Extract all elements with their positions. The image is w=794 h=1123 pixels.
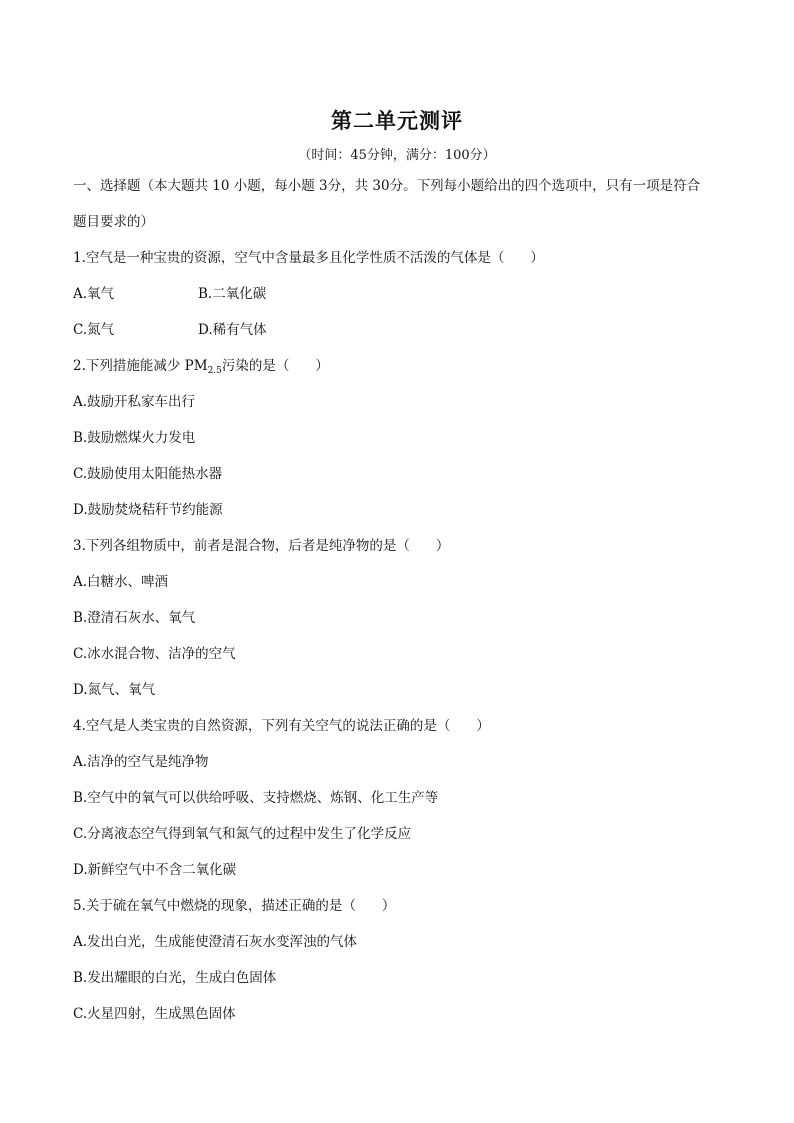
question-2-stem: [73, 356, 329, 376]
question-3-close: ）: [435, 538, 450, 554]
question-1-option-a: A.氧气: [73, 286, 115, 302]
question-5-option-a: A.发出白光，生成能使澄清石灰水变浑浊的气体: [73, 934, 358, 950]
question-4-option-c: C.分离液态空气得到氧气和氮气的过程中发生了化学反应: [73, 826, 412, 842]
question-2-text-post: 污染的是（: [221, 358, 290, 374]
question-4-option-d: D.新鲜空气中不含二氧化碳: [73, 862, 237, 878]
question-4-option-a: A.洁净的空气是纯净物: [73, 754, 209, 770]
question-5-close: ）: [381, 898, 396, 914]
question-3-text: 3.下列各组物质中，前者是混合物，后者是纯净物的是（: [73, 538, 410, 554]
question-2-option-d: D.鼓励焚烧秸秆节约能源: [73, 502, 223, 518]
question-1-option-c: C.氮气: [73, 322, 115, 338]
question-1-text: 1.空气是一种宝贵的资源，空气中含量最多且化学性质不活泼的气体是（: [73, 250, 505, 266]
question-4-close: ）: [476, 718, 490, 734]
question-1-options-row1: [73, 284, 267, 304]
question-2-text-pre: 2.下列措施能减少 PM: [73, 358, 208, 374]
question-4-option-b: B.空气中的氧气可以供给呼吸、支持燃烧、炼钢、化工生产等: [73, 790, 439, 806]
question-4-text: 4.空气是人类宝贵的自然资源，下列有关空气的说法正确的是（: [73, 718, 451, 734]
page-title: 第二单元测评: [331, 109, 463, 133]
section-instructions-line2: 题目要求的）: [73, 214, 154, 230]
question-1-option-d: D.稀有气体: [198, 322, 267, 338]
exam-time-score: （时间：45分钟，满分：100分）: [298, 148, 496, 163]
question-1-close: ）: [530, 250, 544, 266]
question-3-option-b: B.澄清石灰水、氧气: [73, 610, 196, 626]
question-2-close: ）: [315, 358, 329, 374]
question-4-stem: [73, 716, 490, 736]
question-5-option-c: C.火星四射，生成黑色固体: [73, 1006, 236, 1022]
question-2-option-c: C.鼓励使用太阳能热水器: [73, 466, 223, 482]
question-5-stem: [73, 896, 395, 916]
question-1-stem: [73, 248, 544, 268]
question-3-option-a: A.白糖水、啤酒: [73, 574, 169, 590]
question-3-stem: [73, 536, 449, 556]
section-instructions-line1: 一、选择题（本大题共 10 小题，每小题 3分，共 30分。下列每小题给出的四个选项中，只有一项是符合: [73, 178, 701, 194]
question-3-option-d: D.氮气、氧气: [73, 682, 156, 698]
question-1-option-b: B.二氧化碳: [198, 286, 267, 302]
question-2-option-b: B.鼓励燃煤火力发电: [73, 430, 196, 446]
question-5-option-b: B.发出耀眼的白光，生成白色固体: [73, 970, 277, 986]
question-2-subscript: 2.5: [207, 366, 222, 376]
question-3-option-c: C.冰水混合物、洁净的空气: [73, 646, 236, 662]
question-1-options-row2: [73, 320, 267, 340]
question-5-text: 5.关于硫在氧气中燃烧的现象，描述正确的是（: [73, 898, 356, 914]
question-2-option-a: A.鼓励开私家车出行: [73, 394, 196, 410]
